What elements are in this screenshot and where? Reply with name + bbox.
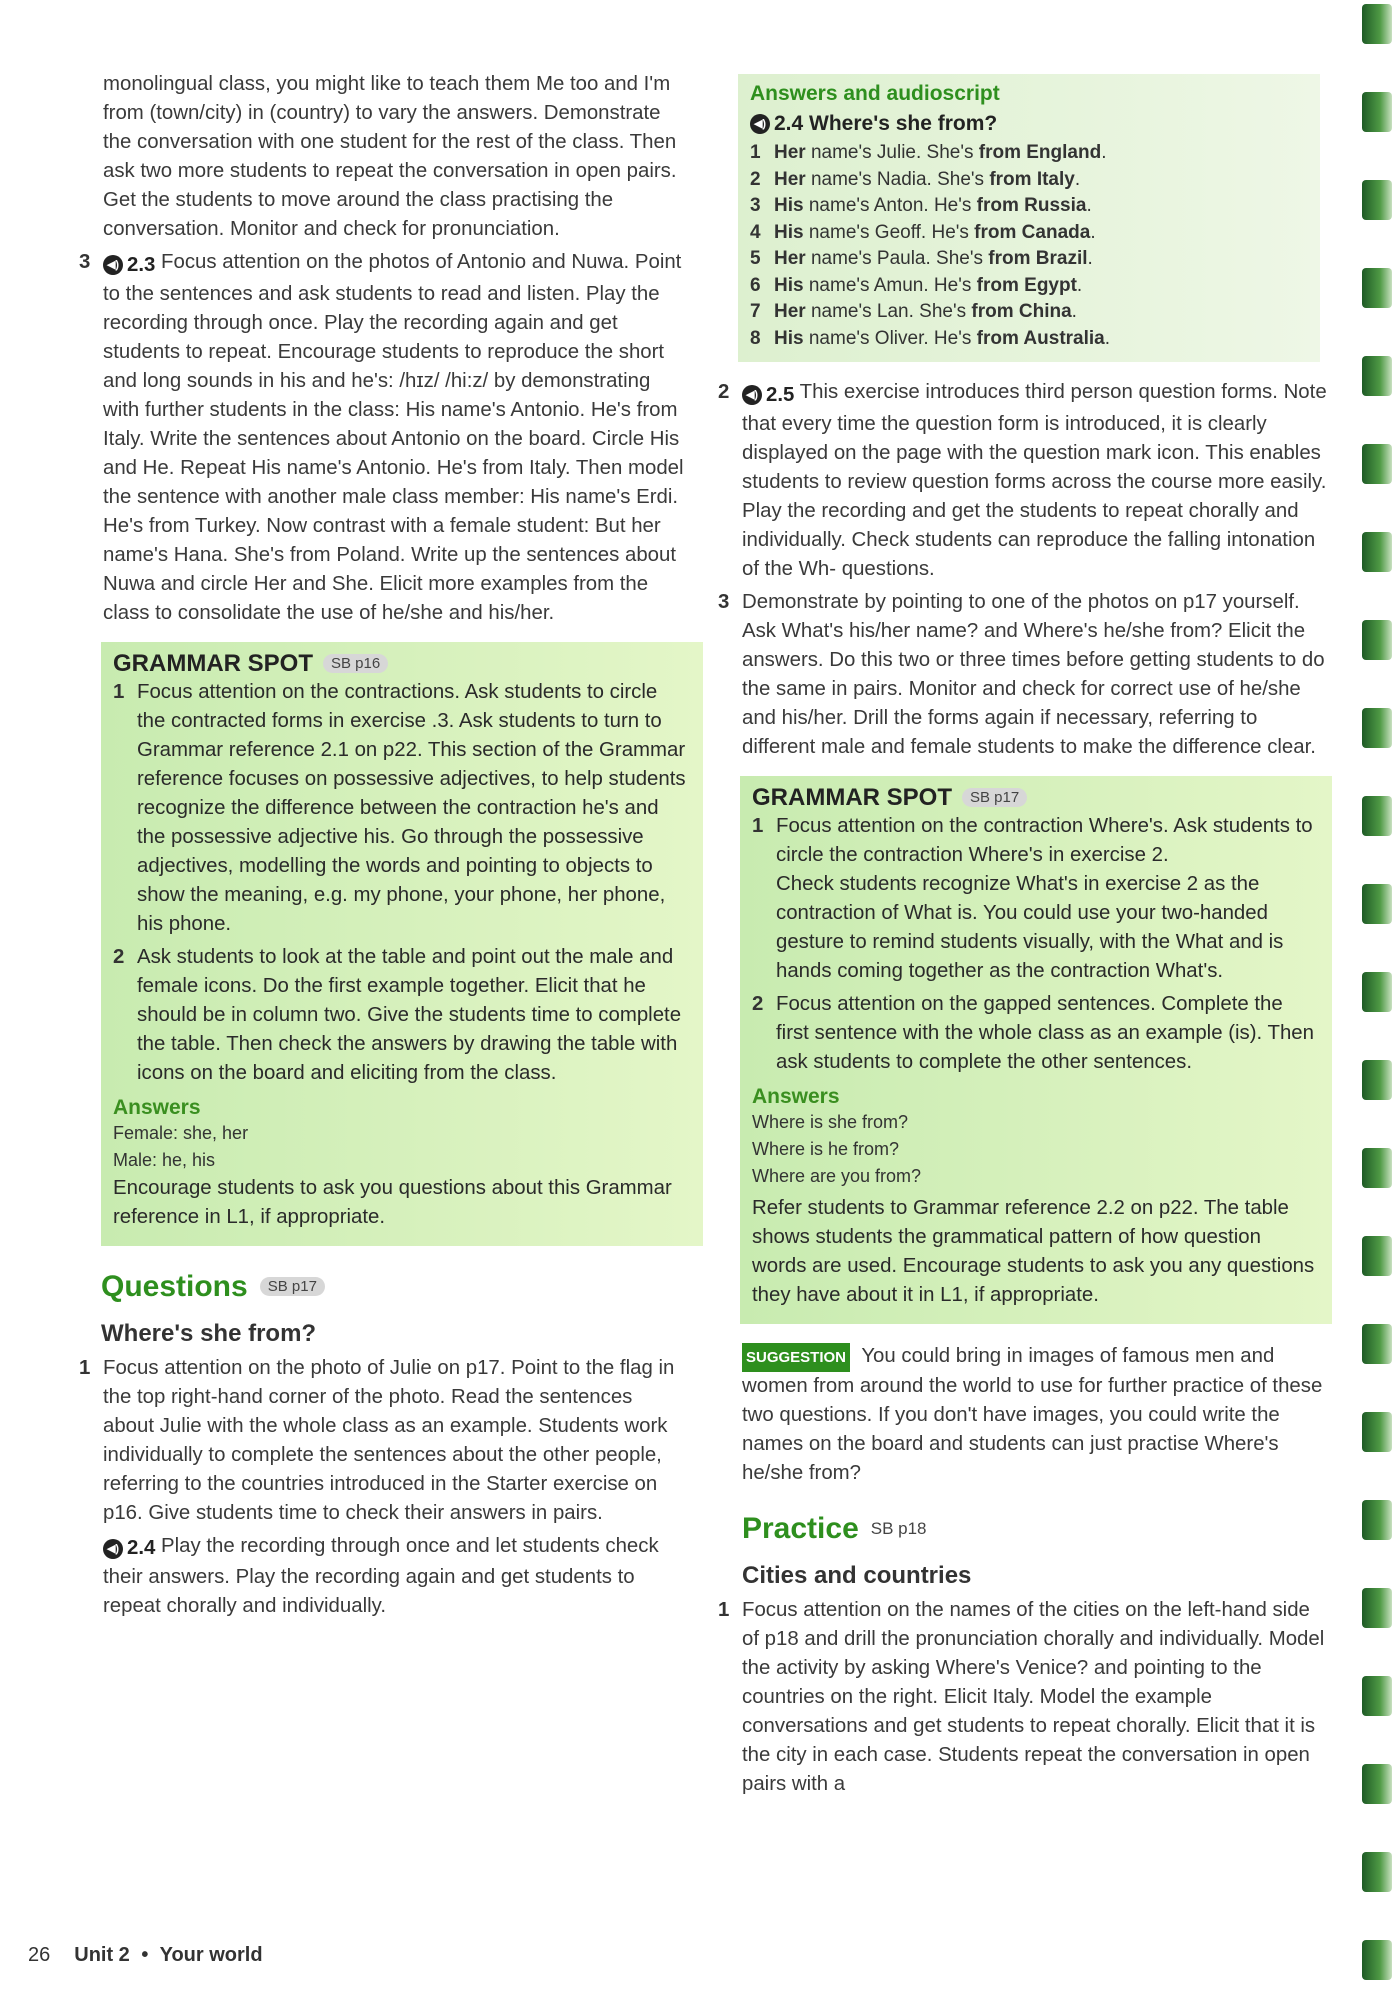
audioscript-row: 3 His name's Anton. He's from Russia. (750, 195, 1092, 216)
spiral-ring (1362, 1500, 1392, 1540)
audio-track[interactable]: ◀) 2.3 (103, 251, 155, 280)
spiral-ring (1362, 444, 1392, 484)
audio-track[interactable]: ◀) 2.4 (103, 1534, 155, 1563)
grammar-spot-title: GRAMMAR SPOT (113, 649, 313, 677)
intro-paragraph: monolingual class, you might like to teach them Me too and I'm from (town/city) in (country) to vary the answers. Demonstrate the conversation with one student for the rest of the class. Then ask two more students to repeat the conversation in open pairs. Get the students to move around the class practising the conversation. Monitor and check for pronunciation. (103, 73, 677, 240)
spiral-ring (1362, 1236, 1392, 1276)
item-2: 2 ◀) 2.5 This exercise introduces third person question forms. Note that every time the question form is introduced, it is clearly displayed on the page with the question mark icon. This enables students to review question forms across the course more easily. Play the recording and get the students to repeat chorally and individually. Check students can reproduce the falling intonation of the Wh- questions. (718, 381, 1327, 580)
spiral-ring (1362, 708, 1392, 748)
audioscript-row: 4 His name's Geoff. He's from Canada. (750, 221, 1096, 243)
audioscript-subtitle: 2.4 Where's she from? (774, 112, 998, 135)
questions-item-1: 1 Focus attention on the photo of Julie on p17. Point to the flag in the top right-hand corner of the photo. Read the sentences about Julie with the whole class as an example. Students work individually to complete the sentences about the other people, referring to the countries introduced in the Starter exercise on p16. Give students time to check their answers in pairs. (79, 1356, 675, 1524)
spiral-ring (1362, 1324, 1392, 1364)
grammar-spot-box (740, 776, 1332, 1324)
answer-line: Where is he from? (752, 1138, 900, 1159)
answers-title: Answers (752, 1084, 840, 1108)
audioscript-row: 1 Her name's Julie. She's from England. (750, 142, 1107, 163)
audioscript-row: 7 Her name's Lan. She's from China. (750, 301, 1077, 322)
spiral-ring (1362, 268, 1392, 308)
questions-heading: Questions (101, 1269, 248, 1303)
spiral-ring (1362, 1060, 1392, 1100)
grammar-spot-title: GRAMMAR SPOT (752, 783, 952, 811)
grammar-item-1: 1 Focus attention on the contraction Where's. Ask students to circle the contraction Where's in exercise 2. Check students recognize What's in exercise 2 as the contraction of What is. You could use your two-handed gesture to remind students visually, with the What and is hands coming together as the contraction What's. (752, 814, 1313, 982)
spiral-ring (1362, 972, 1392, 1012)
subheading-cities-countries: Cities and countries (742, 1561, 972, 1589)
spiral-ring (1362, 1940, 1392, 1980)
spiral-ring (1362, 1412, 1392, 1452)
spiral-ring (1362, 532, 1392, 572)
sb-reference-badge: SB p18 (870, 1518, 927, 1538)
suggestion-paragraph: SUGGESTION You could bring in images of famous men and women from around the world to use for further practice of these two questions. If you don't have images, you could write the names on the board and students can just practise Where's he/she from? (742, 1344, 1323, 1484)
item-3: 3 Demonstrate by pointing to one of the photos on p17 yourself. Ask What's his/her name? and Where's he/she from? Elicit the answers. Do this two or three times before getting students to do the same in pairs. Monitor and check for correct use of he/she and his/her. Drill the forms again if necessary, referring to different male and female students to make the difference clear. (718, 590, 1325, 758)
spiral-ring (1362, 1676, 1392, 1716)
audio-track[interactable]: ◀) 2.5 (742, 381, 794, 410)
spiral-ring (1362, 1852, 1392, 1892)
separator: • (141, 1944, 149, 1966)
answer-line: Where are you from? (752, 1165, 922, 1186)
subheading-wheres-she-from: Where's she from? (101, 1319, 317, 1347)
answer-line: Female: she, her (113, 1122, 249, 1143)
answer-line: Male: he, his (113, 1149, 216, 1170)
page-footer (28, 1944, 263, 1967)
unit-label: Unit 2 (74, 1944, 130, 1966)
audio-icon: ◀) (103, 255, 123, 275)
spiral-ring (1362, 92, 1392, 132)
answers-title: Answers (113, 1095, 201, 1119)
audioscript-list (750, 140, 1308, 352)
answer-line: Where is she from? (752, 1111, 909, 1132)
item-text: Focus attention on the photos of Antonio and Nuwa. Point to the sentences and ask students to read and listen. Play the recording through once. Play the recording again and get students to repeat. Encourage students to reproduce the short and long sounds in his and he's: /hɪz/ /hi:z/ by demonstrating with further students in the class: His name's Antonio. He's from Italy. Write the sentences about Antonio on the board. Circle His and He. Repeat His name's Antonio. He's from Italy. Then model the sentence with another male class member: His name's Erdi. He's from Turkey. Now contrast with a female student: But her name's Hana. She's from Poland. Write up the sentences about Nuwa and circle Her and She. Elicit more examples from the class to consolidate the use of he/she and his/her. (103, 251, 684, 624)
grammar-item-1: 1 Focus attention on the contractions. Ask students to circle the contracted forms in exercise .3. Ask students to turn to Grammar reference 2.1 on p22. This section of the Grammar reference focuses on possessive adjectives, to help students recognize the difference between the contraction he's and the possessive adjective his. Go through the possessive adjectives, modelling the words and pointing to objects to show the meaning, e.g. my phone, your phone, her phone, his phone. (113, 680, 686, 935)
spiral-ring (1362, 4, 1392, 44)
audioscript-row: 5 Her name's Paula. She's from Brazil. (750, 248, 1093, 269)
audio-icon: ◀) (103, 1539, 123, 1559)
grammar-item-2: 2 Focus attention on the gapped sentences. Complete the first sentence with the whole class as an example (is). Then ask students to complete the other sentences. (752, 992, 1314, 1073)
spiral-ring (1362, 356, 1392, 396)
spiral-ring (1362, 1148, 1392, 1188)
section-label: Your world (159, 1944, 263, 1966)
page-number: 26 (28, 1944, 51, 1966)
grammar-spot-box (101, 642, 703, 1246)
questions-audio-paragraph: ◀) 2.4 Play the recording through once and let students check their answers. Play the recording again and get students to repeat chorally and individually. (103, 1534, 659, 1617)
grammar-closing: Refer students to Grammar reference 2.2 on p22. The table shows students the grammatical pattern of how question words are used. Encourage students to ask you any questions they have about it in L1, if appropriate. (752, 1196, 1315, 1306)
spiral-ring (1362, 1588, 1392, 1628)
item-number: 3 (79, 251, 91, 273)
spiral-ring (1362, 180, 1392, 220)
spiral-binding (1362, 0, 1394, 2000)
practice-item-1: 1 Focus attention on the names of the cities on the left-hand side of p18 and drill the pronunciation chorally and individually. Model the activity by asking Where's Venice? and pointing to the countries on the right. Elicit Italy. Model the example conversations and get students to repeat chorally. Elicit that it is the city in each case. Students repeat the conversation in open pairs with a (718, 1598, 1325, 1795)
answers-audioscript-box (738, 74, 1320, 362)
item-3 (79, 248, 688, 628)
audio-icon: ◀) (742, 385, 762, 405)
sb-reference-badge: SB p17 (962, 788, 1027, 807)
audioscript-row: 6 His name's Amun. He's from Egypt. (750, 274, 1083, 296)
audioscript-title: Answers and audioscript (750, 82, 1000, 105)
spiral-ring (1362, 1764, 1392, 1804)
audioscript-row: 8 His name's Oliver. He's from Australia. (750, 327, 1111, 349)
grammar-item-2: 2 Ask students to look at the table and point out the male and female icons. Do the first example together. Elicit that he should be in column two. Give the students time to complete the table. Then check the answers by drawing the table with icons on the board and eliciting from the class. (113, 945, 682, 1084)
sb-reference-badge: SB p17 (260, 1277, 325, 1296)
audioscript-row: 2 Her name's Nadia. She's from Italy. (750, 168, 1081, 190)
sb-reference-badge: SB p16 (323, 654, 388, 673)
right-column (718, 74, 1327, 1799)
grammar-closing: Encourage students to ask you questions about this Grammar reference in L1, if appropriate. (113, 1176, 672, 1228)
spiral-ring (1362, 884, 1392, 924)
suggestion-label: SUGGESTION (742, 1343, 850, 1372)
spiral-ring (1362, 620, 1392, 660)
practice-heading: Practice (742, 1511, 859, 1545)
audio-icon: ◀) (750, 114, 770, 134)
spiral-ring (1362, 796, 1392, 836)
left-column (79, 70, 688, 1621)
